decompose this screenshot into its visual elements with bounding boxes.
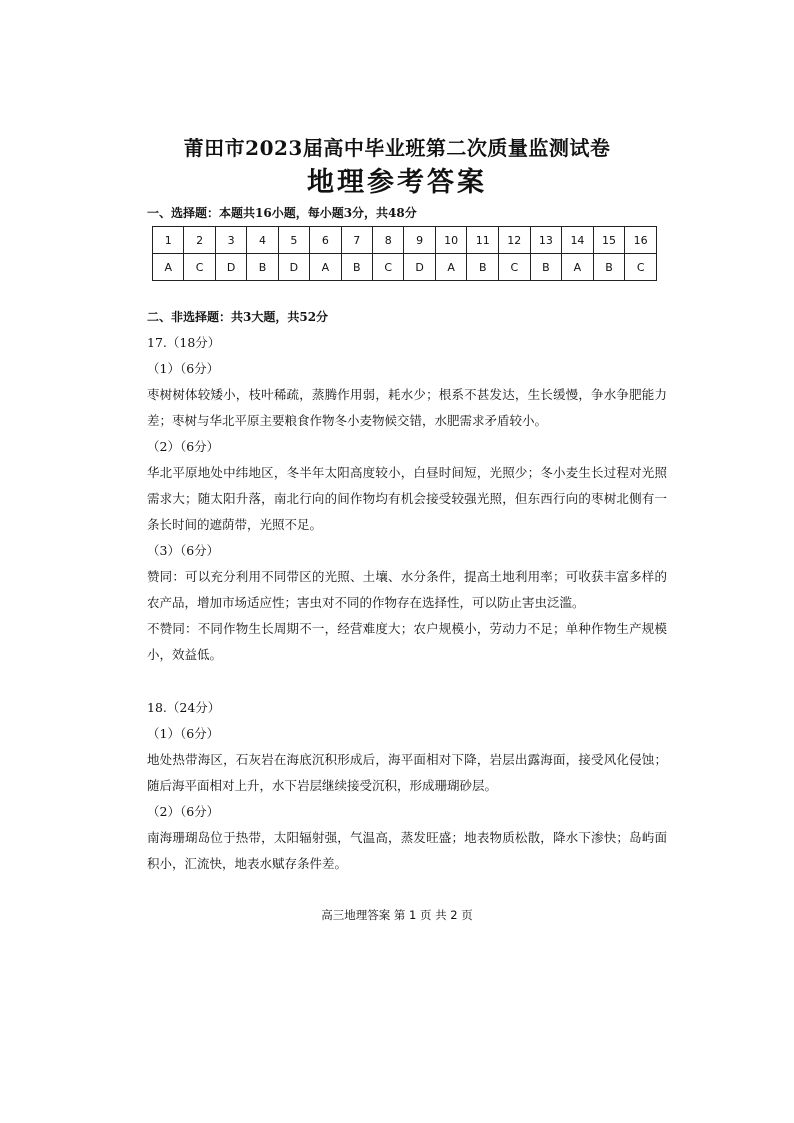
question-number-row [153,227,657,254]
q17-label: 17.（18分） [147,335,221,350]
exam-title: 莆田市2023届高中毕业班第二次质量监测试卷 [183,136,611,160]
q17-part1-answer: 枣树树体较矮小，枝叶稀疏，蒸腾作用弱，耗水少；根系不甚发达，生长缓慢，争水争肥能力差；枣树与华北平原主要粮食作物冬小麦物候交错，水肥需求矛盾较小。 [147,387,667,428]
question-number-cell: 5 [278,227,309,254]
answer-cell: B [467,254,499,281]
answer-cell: D [278,254,309,281]
question-number-cell: 9 [404,227,435,254]
question-number-cell: 6 [310,227,341,254]
question-number-cell: 2 [184,227,215,254]
section1-heading: 一、选择题：本题共16小题，每小题3分，共48分 [147,206,417,220]
question-number-cell: 15 [593,227,625,254]
answer-cell: A [435,254,467,281]
answer-key-title: 地理参考答案 [307,167,487,198]
question-number-cell: 1 [153,227,184,254]
answer-cell: A [153,254,184,281]
answer-cell: A [562,254,594,281]
q18-part2-answer: 南海珊瑚岛位于热带，太阳辐射强，气温高，蒸发旺盛；地表物质松散，降水下渗快；岛屿面积小，汇流快，地表水赋存条件差。 [147,830,667,871]
q17-part1-label: （1）（6分） [147,361,220,376]
question-number-cell: 16 [625,227,657,254]
answer-cell: B [341,254,372,281]
q17-part2-label: （2）（6分） [147,439,220,454]
answer-cell: C [372,254,403,281]
answer-cell: B [593,254,625,281]
question-number-cell: 4 [247,227,278,254]
answer-cell: D [404,254,435,281]
section2-heading: 二、非选择题：共3大题，共52分 [147,310,329,324]
question-number-cell: 10 [435,227,467,254]
question-number-cell: 12 [499,227,531,254]
answer-cell: C [499,254,531,281]
answer-cell: B [247,254,278,281]
question-number-cell: 11 [467,227,499,254]
q18-part1-answer: 地处热带海区，石灰岩在海底沉积形成后，海平面相对下降，岩层出露海面，接受风化侵蚀；随后海平面相对上升，水下岩层继续接受沉积，形成珊瑚砂层。 [147,752,667,793]
answer-cell: D [215,254,246,281]
answer-cell: A [310,254,341,281]
answer-cell: C [625,254,657,281]
q18-label: 18.（24分） [147,700,221,715]
q18-part2-label: （2）（6分） [147,804,220,819]
question-number-cell: 14 [562,227,594,254]
question-17 [147,330,667,668]
answer-cell: B [530,254,562,281]
question-number-cell: 7 [341,227,372,254]
q17-part2-answer: 华北平原地处中纬地区，冬半年太阳高度较小，白昼时间短，光照少；冬小麦生长过程对光照需求大；随太阳升落，南北行向的间作物均有机会接受较强光照，但东西行向的枣树北侧有一条长时间的遮荫带，光照不足。 [147,465,667,532]
q18-part1-label: （1）（6分） [147,726,220,741]
question-number-cell: 8 [372,227,403,254]
q17-part3-agree: 赞同：可以充分利用不同带区的光照、土壤、水分条件，提高土地利用率；可收获丰富多样的农产品，增加市场适应性；害虫对不同的作物存在选择性，可以防止害虫泛滥。 [147,569,667,610]
page-footer: 高三地理答案 第 1 页 共 2 页 [321,908,473,922]
q17-part3-label: （3）（6分） [147,543,220,558]
answer-row [153,254,657,281]
answer-cell: C [184,254,215,281]
answer-table [152,226,657,281]
question-number-cell: 3 [215,227,246,254]
question-18 [147,695,667,877]
question-number-cell: 13 [530,227,562,254]
q17-part3-disagree: 不赞同：不同作物生长周期不一，经营难度大；农户规模小，劳动力不足；单种作物生产规模小，效益低。 [147,621,667,662]
